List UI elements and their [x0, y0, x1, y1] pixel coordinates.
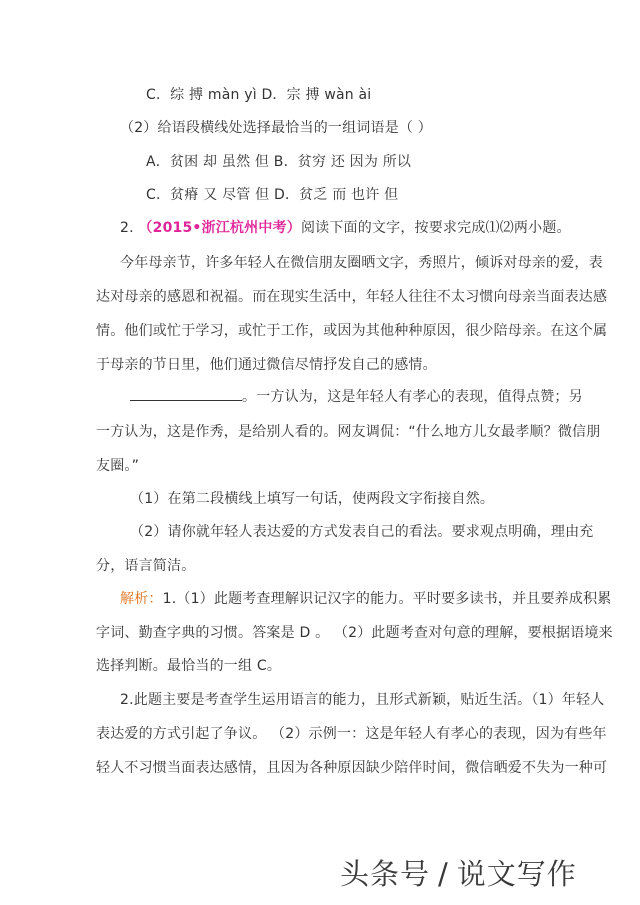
analysis-text: 表达爱的方式引起了争议。 （2）示例一：这是年轻人有孝心的表现，因为有些年: [96, 726, 607, 742]
analysis-2-line-3: [96, 758, 607, 778]
analysis-2-line-2: [96, 724, 607, 744]
passage-text: 于母亲的节日里，他们通过微信尽情抒发自己的感情。: [96, 357, 437, 373]
passage-paragraph-1-line-4: [96, 355, 437, 375]
passage-text: 。一方认为，这是年轻人有孝心的表现，值得点赞；另: [242, 389, 583, 405]
passage-paragraph-2-line-1: [130, 387, 583, 407]
passage-text: 达对母亲的感恩和祝福。而在现实生活中，年轻人往往不太习惯向母亲当面表达感: [96, 289, 608, 305]
analysis-label: 解析：: [120, 591, 163, 607]
analysis-text: 字词、勤查字典的习惯。答案是 D 。 （2）此题考查对句意的理解，要根据语境来: [96, 625, 613, 641]
watermark-separator: /: [438, 857, 449, 891]
watermark-platform: 头条号: [340, 857, 431, 891]
watermark-account: 说文写作: [456, 857, 577, 891]
passage-paragraph-1-line-2: [96, 287, 607, 307]
passage-text: 情。他们或忙于学习，或忙于工作，或因为其他种种原因，很少陪母亲。在这个属: [96, 323, 608, 339]
analysis-text: 轻人不习惯当面表达感情，且因为各种原因缺少陪伴时间，微信晒爱不失为一种可: [96, 760, 608, 776]
sub-question-2-line-1: [130, 522, 594, 542]
option-line-c-d-pinyin: [146, 85, 371, 105]
question-text: （2）给语段横线处选择最恰当的一组词语是（ ）: [120, 120, 432, 136]
option-line-a-b: [146, 152, 411, 172]
passage-paragraph-1-line-3: [96, 321, 607, 341]
option-line-c-d: [146, 185, 398, 205]
exam-source-tag: （2015•浙江杭州中考）: [138, 220, 301, 236]
analysis-text: 2.此题主要是考查学生运用语言的能力，且形式新颖，贴近生活。（1）年轻人: [120, 692, 605, 708]
analysis-text: 选择判断。最恰当的一组 C。: [96, 658, 282, 674]
sub-question-1: [130, 489, 494, 509]
question-text: （2）请你就年轻人表达爱的方式发表自己的看法。要求观点明确，理由充: [130, 524, 594, 540]
passage-text: 今年母亲节，许多年轻人在微信朋友圈晒文字，秀照片，倾诉对母亲的爱，表: [120, 255, 603, 271]
passage-paragraph-2-line-3: [96, 456, 139, 476]
passage-paragraph-2-line-2: [96, 422, 600, 442]
analysis-line-1: [120, 589, 611, 609]
fill-in-blank-lead: [130, 388, 154, 401]
analysis-line-3: [96, 656, 281, 676]
sub-question-2-line-2: [96, 556, 195, 576]
passage-text: 友圈。”: [96, 458, 140, 474]
analysis-text: 1.（1）此题考查理解识记汉字的能力。平时要多读书，并且要养成积累: [162, 591, 612, 607]
analysis-line-2: [96, 623, 613, 643]
question-number: 2.: [120, 220, 139, 236]
passage-text: 一方认为，这是作秀，是给别人看的。网友调侃：“什么地方儿女最孝顺？微信朋: [96, 424, 601, 440]
question-text: （1）在第二段横线上填写一句话，使两段文字衔接自然。: [130, 491, 495, 507]
question-text: 分，语言简洁。: [96, 558, 196, 574]
platform-watermark: [340, 852, 577, 893]
question-2-part-2: [120, 118, 432, 138]
option-text: C．贫瘠 又 尽管 但 D．贫乏 而 也许 但: [146, 187, 399, 203]
passage-paragraph-1-line-1: [120, 253, 603, 273]
analysis-2-line-1: [120, 690, 604, 710]
question-instruction: 阅读下面的文字，按要求完成⑴⑵两小题。: [300, 220, 571, 236]
fill-in-blank: [154, 388, 242, 401]
question-2-heading: [120, 218, 571, 238]
option-text: C．综 搏 màn yì D．宗 搏 wàn ài: [146, 87, 372, 103]
option-text: A．贫困 却 虽然 但 B．贫穷 还 因为 所以: [146, 154, 412, 170]
